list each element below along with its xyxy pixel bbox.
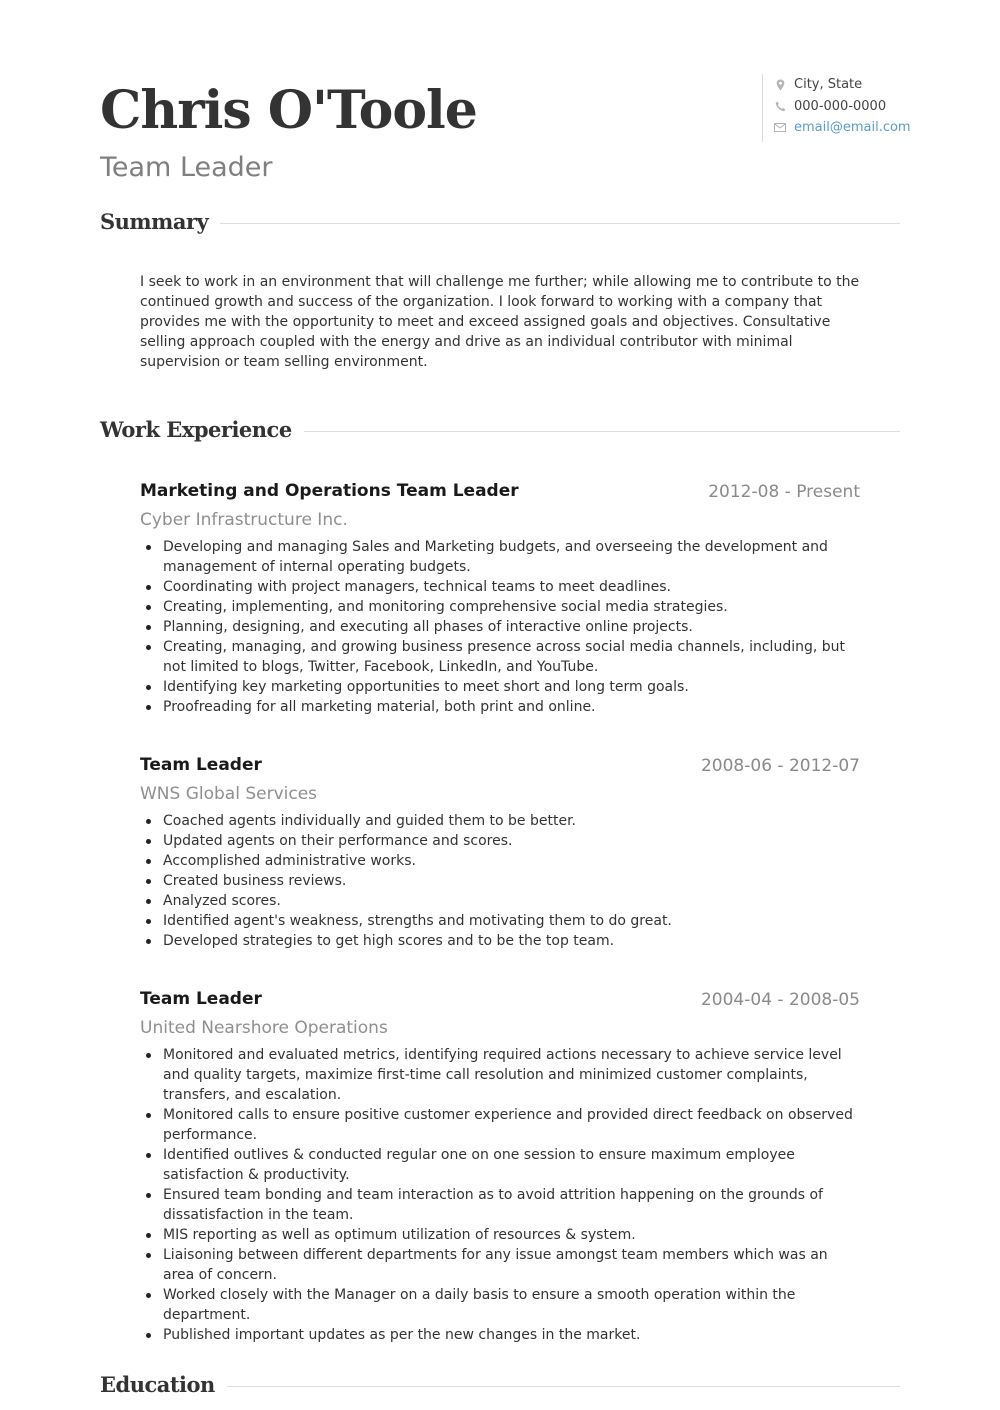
job-dates: 2004-04 - 2008-05	[700, 990, 860, 1010]
job-company: Cyber Infrastructure Inc.	[140, 510, 348, 530]
contact-info	[762, 74, 911, 142]
contact-phone-text: 000-000-0000	[794, 98, 887, 114]
section-divider	[227, 1386, 900, 1387]
job-bullet: Worked closely with the Manager on a daily basis to ensure a smooth operation within the department.	[163, 1285, 860, 1325]
job-bullet: Accomplished administrative works.	[163, 851, 860, 871]
candidate-title: Team Leader	[100, 152, 273, 183]
job-bullet: Created business reviews.	[163, 871, 860, 891]
job-bullet: Developing and managing Sales and Marketing budgets, and overseeing the development and management of internal operating budgets.	[163, 537, 860, 577]
email-link[interactable]: email@email.com	[794, 120, 911, 136]
job-entry	[140, 987, 860, 1345]
education-heading-row	[100, 1370, 900, 1400]
job-bullet: Creating, managing, and growing business presence across social media channels, including, but not limited to blogs, Twitter, Facebook, LinkedIn, and YouTube.	[163, 637, 860, 677]
experience-heading: Work Experience	[100, 417, 292, 442]
job-bullet-list	[140, 1045, 860, 1345]
job-bullet: Published important updates as per the new changes in the market.	[163, 1325, 860, 1345]
job-role: Marketing and Operations Team Leader	[140, 481, 519, 501]
job-bullet: Identified outlives & conducted regular one on one session to ensure maximum employee satisfaction & productivity.	[163, 1145, 860, 1185]
job-bullet: Coached agents individually and guided them to be better.	[163, 811, 860, 831]
education-heading: Education	[100, 1372, 215, 1397]
resume-page	[100, 0, 911, 1410]
contact-location-text: City, State	[794, 77, 863, 93]
job-bullet-list	[140, 811, 860, 951]
job-bullet: MIS reporting as well as optimum utilization of resources & system.	[163, 1225, 860, 1245]
job-bullet: Planning, designing, and executing all phases of interactive online projects.	[163, 617, 860, 637]
job-bullet: Proofreading for all marketing material, both print and online.	[163, 697, 860, 717]
contact-location	[774, 74, 900, 96]
job-bullet: Creating, implementing, and monitoring comprehensive social media strategies.	[163, 597, 860, 617]
job-bullet: Coordinating with project managers, technical teams to meet deadlines.	[163, 577, 860, 597]
job-header	[140, 987, 860, 1013]
job-bullet: Monitored and evaluated metrics, identifying required actions necessary to achieve service level and quality targets, maximize first-time call resolution and minimized customer complaints, transfers, and escalation.	[163, 1045, 860, 1105]
job-company: WNS Global Services	[140, 784, 318, 804]
candidate-name: Chris O'Toole	[100, 80, 477, 141]
phone-icon	[774, 101, 786, 112]
resume-header	[100, 77, 911, 198]
job-dates: 2008-06 - 2012-07	[700, 756, 860, 776]
job-role: Team Leader	[140, 755, 262, 775]
job-bullet: Liaisoning between different departments for any issue amongst team members which was an area of concern.	[163, 1245, 860, 1285]
job-role: Team Leader	[140, 989, 262, 1009]
job-header	[140, 479, 860, 505]
job-company: United Nearshore Operations	[140, 1018, 388, 1038]
location-pin-icon	[774, 79, 786, 91]
summary-text: I seek to work in an environment that will challenge me further; while allowing me to contribute to the continued growth and success of the organization. I look forward to working with a company that provides me with the opportunity to meet and exceed assigned goals and objectives. Consultative selling approach coupled with the energy and drive as an individual contributor with minimal supervision or team selling environment.	[140, 274, 860, 370]
job-bullet: Identifying key marketing opportunities to meet short and long term goals.	[163, 677, 860, 697]
section-divider	[304, 431, 900, 432]
summary-heading-row	[100, 207, 900, 237]
job-bullet-list	[140, 537, 860, 717]
job-bullet: Developed strategies to get high scores and to be the top team.	[163, 931, 860, 951]
job-entry	[140, 479, 860, 717]
job-bullet: Updated agents on their performance and scores.	[163, 831, 860, 851]
job-header	[140, 753, 860, 779]
summary-heading: Summary	[100, 209, 209, 234]
job-bullet: Monitored calls to ensure positive customer experience and provided direct feedback on observed performance.	[163, 1105, 860, 1145]
experience-heading-row	[100, 415, 900, 445]
job-entry	[140, 753, 860, 951]
job-dates: 2012-08 - Present	[708, 482, 860, 502]
contact-phone	[774, 96, 900, 118]
contact-email	[774, 117, 911, 139]
job-bullet: Ensured team bonding and team interaction as to avoid attrition happening on the grounds of dissatisfaction in the team.	[163, 1185, 860, 1225]
job-bullet: Analyzed scores.	[163, 891, 860, 911]
section-divider	[220, 223, 900, 224]
job-bullet: Identified agent's weakness, strengths and motivating them to do great.	[163, 911, 860, 931]
envelope-icon	[774, 123, 786, 132]
